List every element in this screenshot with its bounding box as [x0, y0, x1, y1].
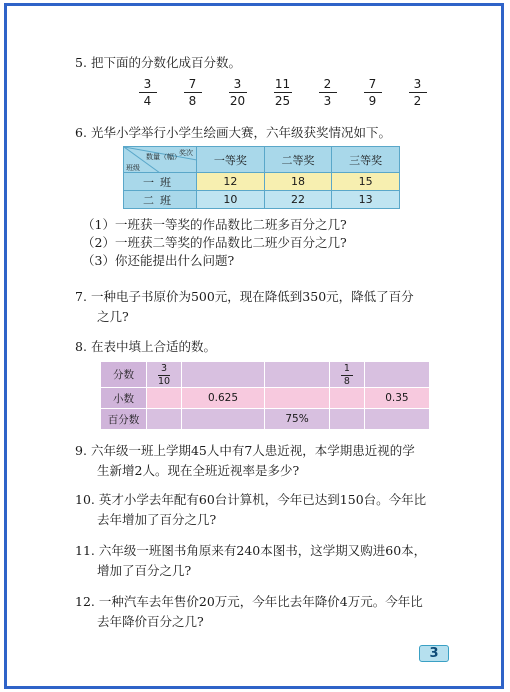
table-cell: [147, 388, 182, 409]
question-9: [75, 441, 415, 481]
table-cell: [330, 409, 365, 430]
question-text-line2: 去年降价百分之几?: [97, 614, 204, 629]
question-text-line1: 一种电子书原价为500元，现在降低到350元，降低了百分: [90, 289, 414, 304]
fraction: $\frac{2}{3}$: [305, 77, 350, 108]
fraction: $\frac{1}{8}$: [341, 364, 353, 387]
table-corner-cell: [124, 147, 197, 173]
fraction: $\frac{3}{20}$: [229, 77, 246, 108]
question-text-line2: 之几?: [97, 309, 129, 324]
fraction: $\frac{3}{4}$: [125, 77, 170, 108]
question-text-line2: 增加了百分之几?: [97, 563, 192, 578]
question-number: 12.: [75, 594, 95, 609]
question-number: 5.: [75, 55, 87, 70]
question-6: [75, 123, 391, 143]
table-cell: [265, 362, 330, 388]
conversion-table: [100, 361, 430, 430]
table-cell: 10: [197, 191, 265, 209]
table-cell: [364, 409, 429, 430]
question-12: [75, 592, 423, 632]
question-number: 6.: [75, 125, 87, 140]
row-label: 百分数: [101, 409, 147, 430]
table-cell: [364, 362, 429, 388]
question-7: [75, 287, 414, 327]
table-cell: 12: [197, 173, 265, 191]
table-cell: [147, 409, 182, 430]
class-label: 一班: [124, 173, 197, 191]
fraction-row: [101, 362, 430, 388]
row-label: 小数: [101, 388, 147, 409]
fraction: $\frac{3}{10}$: [157, 363, 171, 387]
corner-label-award: 奖次: [179, 149, 193, 157]
fraction: $\frac{7}{9}$: [350, 77, 395, 108]
fraction-list: [125, 77, 440, 108]
table-cell: [147, 362, 182, 388]
sub-question-3: （3）你还能提出什么问题?: [82, 253, 235, 268]
corner-label-count: 数量（幅）: [146, 153, 181, 161]
question-number: 9.: [75, 443, 87, 458]
row-label: 分数: [101, 362, 147, 388]
table-cell: 75%: [265, 409, 330, 430]
question-number: 7.: [75, 289, 87, 304]
table-cell: 18: [264, 173, 332, 191]
question-text-line1: 六年级一班图书角原来有240本图书，这学期又购进60本，: [98, 543, 427, 558]
award-table: [123, 146, 400, 209]
corner-label-class: 班级: [126, 164, 140, 172]
table-cell: [181, 362, 264, 388]
table-cell: [330, 388, 365, 409]
question-text: 把下面的分数化成百分数。: [90, 55, 241, 70]
table-cell: 0.625: [181, 388, 264, 409]
table-header: 一等奖: [197, 147, 265, 173]
table-header: 三等奖: [332, 147, 400, 173]
fraction: $\frac{11}{25}$: [274, 77, 291, 108]
table-cell: 15: [332, 173, 400, 191]
percent-row: [101, 409, 430, 430]
page-number: 3: [419, 645, 449, 662]
question-text-line1: 六年级一班上学期45人中有7人患近视，本学期患近视的学: [90, 443, 415, 458]
table-cell: [181, 409, 264, 430]
question-8: [75, 337, 216, 357]
question-number: 8.: [75, 339, 87, 354]
question-text-line2: 生新增2人。现在全班近视率是多少?: [97, 463, 300, 478]
question-10: [75, 490, 426, 530]
decimal-row: [101, 388, 430, 409]
class-label: 二班: [124, 191, 197, 209]
table-cell: [330, 362, 365, 388]
question-text-line1: 英才小学去年配有60台计算机，今年已达到150台。今年比: [98, 492, 427, 507]
table-cell: [265, 388, 330, 409]
question-5: [75, 53, 241, 73]
question-11: [75, 541, 426, 581]
question-text: 光华小学举行小学生绘画大赛，六年级获奖情况如下。: [90, 125, 391, 140]
fraction: $\frac{7}{8}$: [170, 77, 215, 108]
question-number: 11.: [75, 543, 95, 558]
table-cell: 0.35: [364, 388, 429, 409]
table-cell: 22: [264, 191, 332, 209]
sub-question-2: （2）一班获二等奖的作品数比二班少百分之几?: [82, 235, 347, 250]
question-text: 在表中填上合适的数。: [90, 339, 216, 354]
table-row: [124, 191, 400, 209]
question-text-line1: 一种汽车去年售价20万元，今年比去年降价4万元。今年比: [98, 594, 423, 609]
question-number: 10.: [75, 492, 95, 507]
table-row: [124, 173, 400, 191]
fraction: $\frac{3}{2}$: [395, 77, 440, 108]
table-header: 二等奖: [264, 147, 332, 173]
table-cell: 13: [332, 191, 400, 209]
question-text-line2: 去年增加了百分之几?: [97, 512, 217, 527]
sub-question-1: （1）一班获一等奖的作品数比二班多百分之几?: [82, 217, 347, 232]
